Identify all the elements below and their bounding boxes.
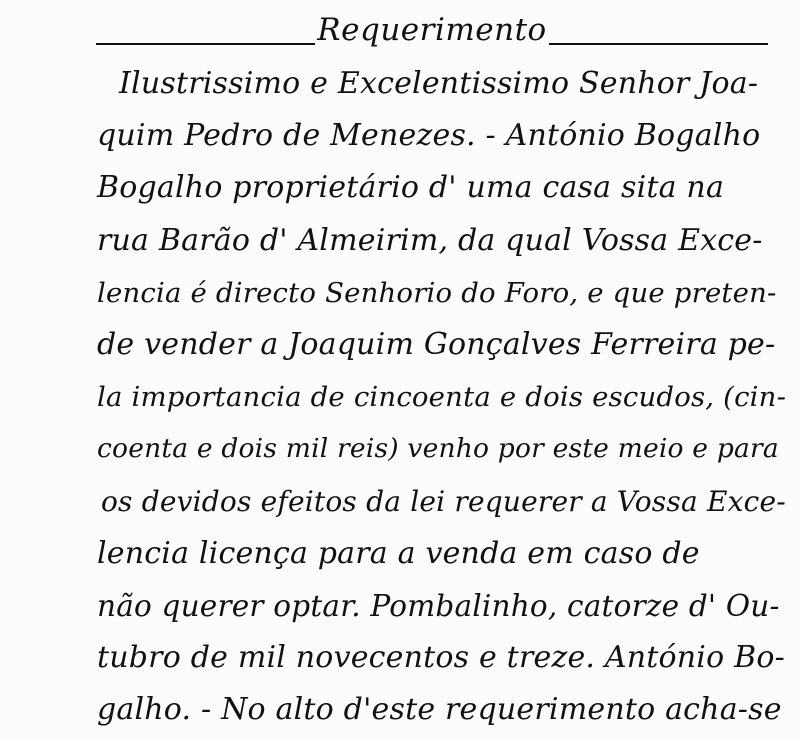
text-line: Ilustrissimo e Excelentissimo Senhor Joa- (119, 66, 759, 101)
text-line: tubro de mil novecentos e treze. António Bo- (97, 640, 785, 676)
title-row (96, 10, 768, 50)
text-line: la importancia de cincoenta e dois escudos, (cin- (97, 381, 787, 414)
document-body (97, 58, 787, 736)
text-line: galho. - No alto d'este requerimento acha-se (97, 692, 782, 728)
text-line: Bogalho proprietário d' uma casa sita na (97, 170, 725, 206)
text-line: lencia licença para a venda em caso de (97, 535, 700, 571)
title-rule-left (96, 43, 315, 45)
document-title: Requerimento (317, 12, 547, 48)
text-line: quim Pedro de Menezes. - António Bogalho (97, 118, 761, 154)
text-line: não querer optar. Pombalinho, catorze d' Ou- (97, 588, 780, 623)
text-line: os devidos efeitos da lei requerer a Vossa Exce- (101, 484, 786, 518)
text-line: coenta e dois mil reis) venho por este meio e para (97, 433, 779, 465)
text-line: lencia é directo Senhorio do Foro, e que preten- (97, 276, 777, 309)
text-line: rua Barão d' Almeirim, da qual Vossa Exce- (97, 222, 763, 258)
text-line: de vender a Joaquim Gonçalves Ferreira pe- (97, 326, 776, 362)
title-rule-right (549, 43, 768, 45)
